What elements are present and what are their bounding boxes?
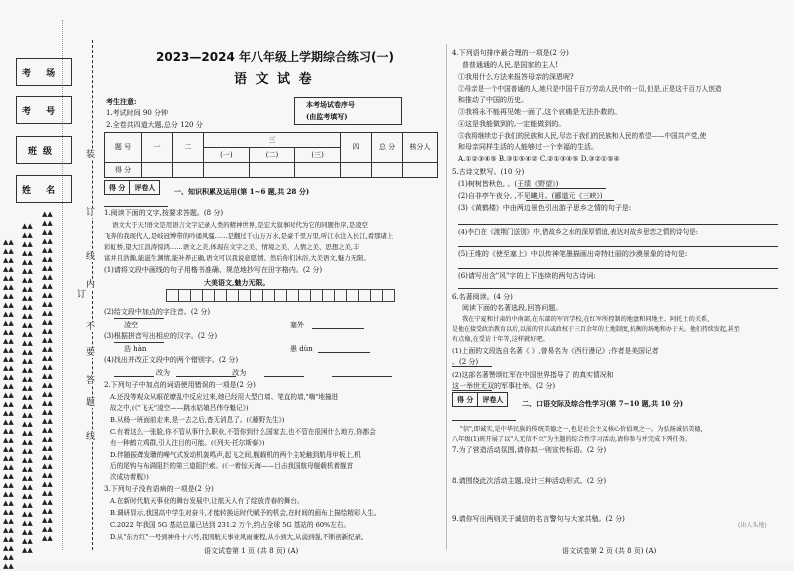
exam-title: 2023—2024 年八年级上学期综合练习(一) — [156, 50, 394, 64]
score-cell[interactable] — [341, 163, 372, 178]
grader-score-cell: 得 分 — [104, 180, 130, 195]
q2-title: 2.下列句子中加点的词语使用错误的一项是(2 分) — [104, 381, 256, 389]
notice-1: 1.考试时间 90 分钟 — [106, 109, 169, 117]
q2-option-d-cont: 后的尾钩与布满阻拦的第三道阻拦索。(《一着惊天海——目击我国航母舰载机着舰首 — [110, 462, 354, 470]
section1-header — [104, 180, 160, 195]
grader-line — [104, 206, 168, 207]
grader-line — [452, 420, 516, 421]
q4-sentence-2b: 和推动了中国的历史。 — [458, 96, 528, 104]
cut-char: 订 — [86, 208, 96, 218]
tianzige-grid[interactable] — [166, 289, 395, 302]
cut-char: 答 — [86, 376, 96, 386]
answer-line[interactable] — [458, 268, 778, 269]
q6-intro: 阅读下面的名著选段,回答问题。 — [462, 304, 563, 312]
binding-cut-line — [92, 40, 93, 550]
q8-title: 8.请围绕此次活动主题,设计三种活动形式。(2 分) — [452, 477, 607, 485]
q1-passage-4: 富并且浩瀚,能滋生渊情,能补养正确,语文可以我说意愿情、然后你们沐浴,大美语文,魅力无限。 — [104, 254, 370, 262]
grader-score-cell: 得 分 — [452, 392, 478, 407]
binding-column — [0, 0, 100, 570]
score-table-sub: (二) — [249, 148, 295, 163]
q5-item-4: (4)李白在《渡荆门送别》中,借故乡之水的深厚情谊,表达对故乡思恋之情的诗句是: — [458, 228, 698, 236]
score-cell[interactable] — [204, 163, 250, 178]
q2-option-c-cont: 有一种鹤立鸡群,引人注目的可能。(《列夫·托尔斯泰》) — [110, 439, 265, 447]
name-label: 姓 名 — [22, 186, 62, 196]
q3-option-a[interactable]: A.在新时代航天事业的舞台发展中,让航天人有了绽放青春的舞台。 — [110, 497, 304, 505]
score-table-col: 三 — [204, 133, 341, 148]
q4-sentence-3: ③我将永不能再见她一面了,这个哀痛是无法扑救的。 — [458, 108, 622, 116]
q1-title: 1.阅读下面的文字,按要求答题。(8 分) — [104, 209, 224, 217]
cut-char: 线 — [86, 432, 96, 442]
q1-sub4: (4)找出并改正文段中的两个错别字。(2 分) — [104, 356, 239, 364]
hanzi-word-b: 愚 dùn — [290, 345, 313, 353]
q1-sub1: (1)请将文段中画线的句子用楷书准确、规范地抄写在田字格内。(2 分) — [104, 266, 323, 274]
answer-line[interactable] — [526, 200, 614, 201]
q2-option-a[interactable]: A.还没等观众从眼花缭乱中反应过来,她已经用大型白墙、笔直的墙,"嗨"地撞进 — [110, 393, 339, 401]
q4-sentence-2: ②母亲是一个中国普通的人,她只是中国千百万劳动人民中的一员,但是,正是这千百万人创造 — [458, 85, 722, 93]
page2-footer: 语文试卷第 2 页 (共 8 页) (A) — [562, 547, 657, 555]
q5-item-1: (1)树树皆秋色, 。(王绩《野望》) — [458, 180, 559, 188]
section1-title: 一、知识积累及运用(第 1~6 题,共 28 分) — [174, 187, 310, 196]
q4-title: 4.下列语句排序最合理的一项是(2 分) — [452, 49, 569, 57]
score-table-col: 核分人 — [403, 133, 438, 163]
section2-intro-2: 八年级(1)班开展了以"人无信不立"为主题的综合性学习活动,请你参与并完成下列任务。 — [452, 436, 692, 443]
q3-option-c[interactable]: C.2022 年我国 5G 基站总量已达到 231.2 万个,约占全球 5G 基站的 60%左右。 — [110, 521, 351, 529]
q5-item-5: (5)王维的《使至塞上》中以传神笔墨描画出奇特壮丽的沙漠景象的诗句是: — [458, 250, 688, 258]
q3-option-d[interactable]: D.从"东方红"一号到神舟十六号,我国航天事业风雨兼程,从小到大,从弱到强,不断创新纪录。 — [110, 533, 368, 541]
column-divider — [446, 44, 447, 550]
answer-line[interactable] — [312, 328, 364, 329]
cut-char: 不 — [86, 322, 96, 332]
q1-sub2: (2)给文段中加点的字注音。(2 分) — [104, 308, 211, 316]
q2-option-d-cont2: 次成功着舰》) — [110, 473, 149, 481]
triangle-pattern-left: ▲▲▲▲▲▲▲▲▲▲▲▲▲▲▲▲▲▲▲▲▲▲▲▲▲▲▲▲▲▲▲▲▲▲▲▲▲▲▲▲▲▲▲▲▲▲▲▲▲▲▲▲▲▲▲▲▲▲▲▲▲▲▲▲▲▲▲▲▲▲▲▲▲▲ — [3, 238, 14, 570]
q2-option-c[interactable]: C.有着这么一张脸,你不管从事什么职业,不管你到什么国家去,也不管在很困什么地方,你都会 — [110, 428, 376, 436]
q6-sub1b: 。(2 分) — [452, 358, 479, 366]
stamp-text: (出人头地) — [738, 522, 767, 529]
q9-title: 9.请你写出两则关于诚信的名言警句与大家共勉。(2 分) — [452, 515, 625, 523]
seat-code-label-1: 本考场试卷序号 — [306, 100, 355, 109]
cut-char: 题 — [86, 398, 96, 408]
q1-passage-1: 语文大于天!语文是用语言文字记录人类的精神世界,是宏大叙事时代为它的同题作序,是凌空 — [112, 221, 368, 229]
q4-options[interactable]: A.①②③④⑤ B.③①⑤④② C.②①③④⑤ D.③②①⑤④ — [458, 155, 620, 163]
answer-line[interactable] — [264, 376, 304, 377]
score-cell[interactable] — [142, 163, 173, 178]
section2-header — [452, 392, 508, 407]
score-table-sub: (一) — [204, 148, 250, 163]
triangle-pattern-mid: ▲▲▲▲▲▲▲▲▲▲▲▲▲▲▲▲▲▲▲▲▲▲▲▲▲▲▲▲▲▲▲▲▲▲▲▲▲▲▲▲▲▲▲▲▲▲▲▲▲▲▲▲▲▲▲▲▲▲▲▲▲▲▲▲▲▲▲▲▲▲▲▲▲▲ — [22, 222, 33, 554]
q4-lead: 普普通通的人民,是国家的主人! — [462, 61, 559, 69]
q4-sentence-5: ⑤我将继续忠于我们的民族和人民,尽忠于我们的民族和人民的希望——中国共产党,使 — [458, 132, 707, 140]
answer-line[interactable] — [452, 366, 492, 367]
score-table-head: 题 号 — [105, 133, 142, 163]
hanzi-word-a: 浩 hàn — [124, 345, 147, 353]
answer-line[interactable] — [114, 342, 164, 343]
answer-line[interactable] — [114, 376, 154, 377]
seat-code-label-2: (由监考填写) — [306, 112, 348, 121]
answer-line[interactable] — [114, 318, 164, 319]
answer-line[interactable] — [332, 376, 392, 377]
q2-option-d[interactable]: D.伴随振聋发聩的噪气式发动机轰鸣声,起飞之间,舰载机的两个主轮触到航母甲板上,机 — [110, 451, 361, 459]
triangle-pattern-right: ▲▲▲▲▲▲▲▲▲▲▲▲▲▲▲▲▲▲▲▲▲▲▲▲▲▲▲▲▲▲▲▲▲▲▲▲▲▲▲▲▲▲▲▲▲▲▲▲▲▲▲▲▲▲▲▲▲▲▲▲▲▲▲▲▲▲▲▲▲▲▲▲▲▲ — [42, 210, 53, 542]
q3-option-b[interactable]: B.调研显示,我国高中学生对奋斗,才能转换运时代赋予的机会,在时间的画布上描绘精彩人生。 — [110, 509, 381, 517]
score-table-col: 一 — [142, 133, 173, 163]
answer-line[interactable] — [458, 224, 778, 225]
score-cell[interactable] — [295, 163, 341, 178]
score-cell[interactable] — [403, 163, 438, 178]
q1-sub3: (3)根据拼音写出相应的汉字。(2 分) — [104, 332, 218, 340]
page1-footer: 语文试卷第 1 页 (共 8 页) (A) — [204, 547, 299, 555]
fix-line: 改为 改为 — [156, 369, 247, 377]
section2-title: 二、口语交际及综合性学习(第 7~10 题,共 10 分) — [522, 399, 684, 408]
score-row-label: 得 分 — [105, 163, 142, 178]
score-cell[interactable] — [249, 163, 295, 178]
cut-char: 线 — [86, 252, 96, 262]
subject-title: 语 文 试 卷 — [234, 72, 314, 87]
q4-sentence-1: ①我用什么方法来报答母亲的深恩呢? — [458, 73, 574, 81]
score-table-col: 二 — [173, 133, 204, 163]
pinyin-word-a: 凌空 — [124, 321, 138, 329]
answer-line[interactable] — [458, 288, 778, 289]
q5-item-3: (3)《黄鹤楼》中由两边景色引出游子思乡之情的句子是: — [458, 204, 632, 212]
cut-char: 订 — [77, 290, 87, 300]
grader-name-cell: 评卷人 — [130, 180, 160, 195]
score-table — [104, 132, 438, 178]
section2-intro-1: "信",即诚实,是中华民族的传统美德之一,也是社会主义核心价值观之一。为弘扬诚信美德, — [460, 426, 703, 433]
score-table-sub: (三) — [295, 148, 341, 163]
exam-number-label: 考 号 — [22, 107, 62, 117]
cut-char: 内 — [86, 280, 96, 290]
q7-title: 7.为了营造活动氛围,请你拟一则宣传标语。(2 分) — [452, 446, 607, 454]
q5-item-2: (2)自非亭午夜分, ,不见曦月。(郦道元《三峡》) — [458, 192, 603, 200]
q5-item-6: (6)请写出含"风"字的上下连续的两句古诗词: — [458, 272, 596, 280]
answer-line[interactable] — [518, 188, 606, 189]
score-table-col: 四 — [341, 133, 372, 163]
q6-passage-3: 有点像,在受访十年等,这样就好吧。 — [452, 336, 549, 343]
cut-char: 要 — [86, 348, 96, 358]
class-label: 班级 — [28, 147, 59, 157]
q3-title: 3.下列句子没有语病的一项是(2 分) — [104, 485, 214, 493]
q1-passage-2: 飞奔的我现代人,是岐冠博带的吟诵风骚……是翻过千山万万水,是豪千里万里,听江水注入长江,看那诸上 — [104, 232, 394, 240]
q5-title: 5.古诗文默写。(10 分) — [452, 168, 525, 176]
q6-passage-2: 是他在接受政治教育以后,以前的官兵或政权于三百余年的土地制度,抗衡的场地和办于天。他们持续发起,甚至 — [452, 326, 740, 333]
answer-line[interactable] — [452, 390, 492, 391]
answer-line[interactable] — [176, 376, 236, 377]
q2-option-a-cont: 故之中,(《"飞天"凌空——跳水姑娘吕伟夺魁记》) — [110, 404, 249, 412]
cut-char: 装 — [86, 150, 96, 160]
q6-passage-1: 我在宁夏和甘肃的中南部,在东部的军官学校,在红军所控制的地盘和同地主、阿托士的关系, — [462, 316, 710, 323]
notice-2: 2.全卷共四道大题,总分 120 分 — [106, 121, 203, 129]
answer-line[interactable] — [458, 246, 778, 247]
q6-title: 6.名著阅读。(4 分) — [452, 293, 513, 301]
pinyin-word-b: 塞外 — [290, 321, 304, 329]
q2-option-b[interactable]: B.从杨一班面前走来,是一去之后,杳无消息了。(《藤野先生》) — [110, 416, 285, 424]
notice-title: 考生注意: — [106, 97, 137, 106]
score-table-col: 总 分 — [372, 133, 403, 163]
q6-sub2: (2)这部名著赞颂红军在中国世界指导了 的真实情况和 — [452, 371, 614, 379]
q4-sentence-4: ④这是我能做到的,一定能做到的。 — [458, 120, 566, 128]
copy-text: 大美语文,魅力无限。 — [204, 278, 270, 287]
q6-sub1: (1)上面的文段选自名著《 》,曾易名为《西行漫记》;作者是美国记者 — [452, 347, 659, 355]
q6-sub2b: 这一举世无双的军事壮举。(2 分) — [452, 382, 556, 390]
q4-sentence-5b: 和母亲同样生活的人能够过一个幸福的生活。 — [458, 143, 598, 151]
score-cell[interactable] — [173, 163, 204, 178]
answer-line[interactable] — [318, 352, 370, 353]
exam-room-label: 考 场 — [22, 69, 62, 79]
q1-passage-3: 彩虹桥,望大江浪涛惊鸿……语文之美,体现在文字之美、情境之美、人情之美、思想之美,丰 — [104, 243, 360, 251]
score-cell[interactable] — [372, 163, 403, 178]
grader-name-cell: 评卷人 — [478, 392, 508, 407]
